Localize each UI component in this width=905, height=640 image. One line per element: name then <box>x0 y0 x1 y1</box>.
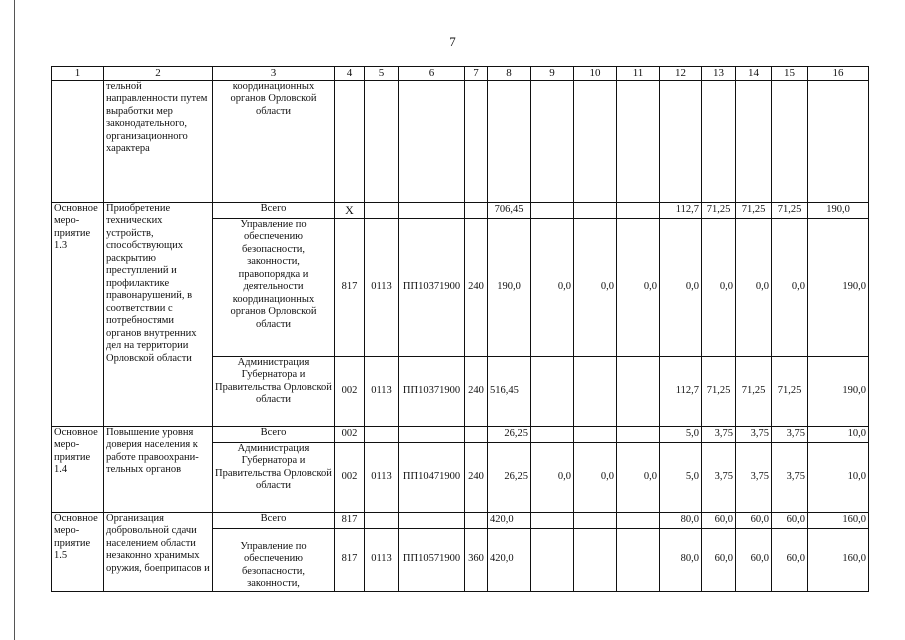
cell-empty <box>772 80 808 202</box>
header-cell: 10 <box>574 67 617 81</box>
header-cell: 8 <box>488 67 531 81</box>
cell-value: 190,0 <box>488 218 531 356</box>
cell-empty <box>531 356 574 426</box>
cell-value: 10,0 <box>808 442 869 512</box>
cell-value: 5,0 <box>660 442 702 512</box>
cell-value: 3,75 <box>736 426 772 442</box>
cell-value: 190,0 <box>808 202 869 218</box>
cell-value: 60,0 <box>702 528 736 591</box>
cell-value: 60,0 <box>736 528 772 591</box>
cell-empty <box>465 80 488 202</box>
cell-empty <box>399 202 465 218</box>
cell-measure-code: Основное меро-приятие 1.3 <box>52 202 104 426</box>
cell-executor: Всего <box>213 426 335 442</box>
cell-executor: Всего <box>213 202 335 218</box>
cell-expense-type: 240 <box>465 442 488 512</box>
cell-value: 420,0 <box>488 512 531 528</box>
cell-value: 190,0 <box>808 218 869 356</box>
header-cell: 2 <box>104 67 213 81</box>
header-cell: 5 <box>365 67 399 81</box>
header-cell: 7 <box>465 67 488 81</box>
table-row-m13-total <box>52 202 869 218</box>
page-number: 7 <box>449 34 456 49</box>
cell-grbs: 817 <box>335 218 365 356</box>
budget-table <box>51 66 869 592</box>
cell-empty <box>335 80 365 202</box>
cell-value: 706,45 <box>488 202 531 218</box>
header-cell: 1 <box>52 67 104 81</box>
cell-value: 3,75 <box>702 426 736 442</box>
cell-expense-type: 360 <box>465 528 488 591</box>
cell-empty <box>531 202 574 218</box>
cell-value: 26,25 <box>488 426 531 442</box>
cell-value: 0,0 <box>660 218 702 356</box>
cell-value: 71,25 <box>772 356 808 426</box>
cell-value: 160,0 <box>808 528 869 591</box>
cell-value: 80,0 <box>660 512 702 528</box>
cell-activity-name: Повышение уровня доверия населения к работе правоохрани-тельных органов <box>104 426 213 512</box>
cell-empty <box>531 512 574 528</box>
cell-value: 71,25 <box>736 202 772 218</box>
cell-empty <box>488 80 531 202</box>
cell-empty <box>399 80 465 202</box>
cell-activity-name: Организация добровольной сдачи населением области незаконно хранимых оружия, боеприпасов и <box>104 512 213 591</box>
cell-value: 516,45 <box>488 356 531 426</box>
cell-empty <box>574 512 617 528</box>
cell-empty <box>365 80 399 202</box>
cell-value: 10,0 <box>808 426 869 442</box>
cell-empty <box>617 202 660 218</box>
header-cell: 16 <box>808 67 869 81</box>
cell-value: 71,25 <box>702 202 736 218</box>
cell-empty <box>617 528 660 591</box>
cell-executor: Администрация Губернатора и Правительства Орловской области <box>213 442 335 512</box>
cell-target-article: ПП10371900 <box>399 356 465 426</box>
cell-section: 0113 <box>365 528 399 591</box>
cell-section: 0113 <box>365 218 399 356</box>
cell-activity-name: Приобретение технических устройств, способствующих раскрытию преступлений и профилактике правонарушений, в соответствии с потребностями органов внутренних дел на территории Орловской области <box>104 202 213 426</box>
cell-value: 0,0 <box>531 442 574 512</box>
cell-grbs: 002 <box>335 442 365 512</box>
cell-empty <box>574 426 617 442</box>
cell-value: 0,0 <box>617 218 660 356</box>
table-row-m14-total <box>52 426 869 442</box>
cell-value: 3,75 <box>702 442 736 512</box>
cell-empty <box>52 80 104 202</box>
page-edge-line <box>14 0 15 640</box>
cell-empty <box>531 80 574 202</box>
cell-target-article: ПП10371900 <box>399 218 465 356</box>
cell-grbs: 817 <box>335 528 365 591</box>
cell-value: 0,0 <box>617 442 660 512</box>
cell-empty <box>465 426 488 442</box>
cell-value: 0,0 <box>574 442 617 512</box>
cell-grbs: 002 <box>335 356 365 426</box>
header-cell: 11 <box>617 67 660 81</box>
cell-target-article: ПП10471900 <box>399 442 465 512</box>
cell-empty <box>660 80 702 202</box>
cell-value: 71,25 <box>736 356 772 426</box>
cell-grbs: X <box>335 202 365 218</box>
cell-grbs: 002 <box>335 426 365 442</box>
cell-empty <box>617 512 660 528</box>
cell-expense-type: 240 <box>465 356 488 426</box>
header-cell: 3 <box>213 67 335 81</box>
cell-value: 26,25 <box>488 442 531 512</box>
cell-empty <box>365 426 399 442</box>
cell-expense-type: 240 <box>465 218 488 356</box>
cell-value: 3,75 <box>772 426 808 442</box>
header-cell: 12 <box>660 67 702 81</box>
cell-empty <box>736 80 772 202</box>
cell-value: 0,0 <box>574 218 617 356</box>
cell-empty <box>617 80 660 202</box>
cell-value: 420,0 <box>488 528 531 591</box>
cell-value: 80,0 <box>660 528 702 591</box>
cell-value: 160,0 <box>808 512 869 528</box>
cell-value: 3,75 <box>736 442 772 512</box>
header-cell: 6 <box>399 67 465 81</box>
cell-value: 71,25 <box>772 202 808 218</box>
cell-value: 0,0 <box>736 218 772 356</box>
table-row-continuation <box>52 80 869 202</box>
table-row-m15-total <box>52 512 869 528</box>
table-header-row <box>52 67 869 81</box>
cell-empty <box>365 202 399 218</box>
cell-value: 0,0 <box>702 218 736 356</box>
cell-empty <box>399 426 465 442</box>
cell-empty <box>531 528 574 591</box>
cell-empty <box>465 512 488 528</box>
header-cell: 9 <box>531 67 574 81</box>
cell-empty <box>574 528 617 591</box>
cell-empty <box>365 512 399 528</box>
cell-value: 60,0 <box>772 528 808 591</box>
cell-value: 0,0 <box>772 218 808 356</box>
header-cell: 15 <box>772 67 808 81</box>
cell-value: 71,25 <box>702 356 736 426</box>
cell-executor: координационных органов Орловской области <box>213 80 335 202</box>
cell-executor: Управление по обеспечению безопасности, законности, правопорядка и деятельности координационных органов Орловской области <box>213 218 335 356</box>
cell-value: 112,7 <box>660 356 702 426</box>
cell-executor: Всего <box>213 512 335 528</box>
cell-section: 0113 <box>365 356 399 426</box>
header-cell: 13 <box>702 67 736 81</box>
header-cell: 4 <box>335 67 365 81</box>
cell-value: 60,0 <box>736 512 772 528</box>
cell-value: 112,7 <box>660 202 702 218</box>
cell-measure-code: Основное меро-приятие 1.4 <box>52 426 104 512</box>
cell-activity-name: тельной направленности путем выработки мер законодательного, организационного характера <box>104 80 213 202</box>
cell-value: 190,0 <box>808 356 869 426</box>
cell-empty <box>617 426 660 442</box>
header-cell: 14 <box>736 67 772 81</box>
cell-measure-code: Основное меро-приятие 1.5 <box>52 512 104 591</box>
cell-executor: Управление по обеспечению безопасности, законности, <box>213 528 335 591</box>
cell-target-article: ПП10571900 <box>399 528 465 591</box>
cell-empty <box>808 80 869 202</box>
cell-grbs: 817 <box>335 512 365 528</box>
cell-empty <box>574 80 617 202</box>
cell-empty <box>574 202 617 218</box>
cell-value: 60,0 <box>772 512 808 528</box>
cell-empty <box>574 356 617 426</box>
cell-empty <box>531 426 574 442</box>
cell-empty <box>702 80 736 202</box>
cell-value: 60,0 <box>702 512 736 528</box>
cell-value: 0,0 <box>531 218 574 356</box>
cell-empty <box>617 356 660 426</box>
cell-empty <box>465 202 488 218</box>
cell-executor: Администрация Губернатора и Правительства Орловской области <box>213 356 335 426</box>
cell-value: 5,0 <box>660 426 702 442</box>
cell-empty <box>399 512 465 528</box>
cell-value: 3,75 <box>772 442 808 512</box>
cell-section: 0113 <box>365 442 399 512</box>
